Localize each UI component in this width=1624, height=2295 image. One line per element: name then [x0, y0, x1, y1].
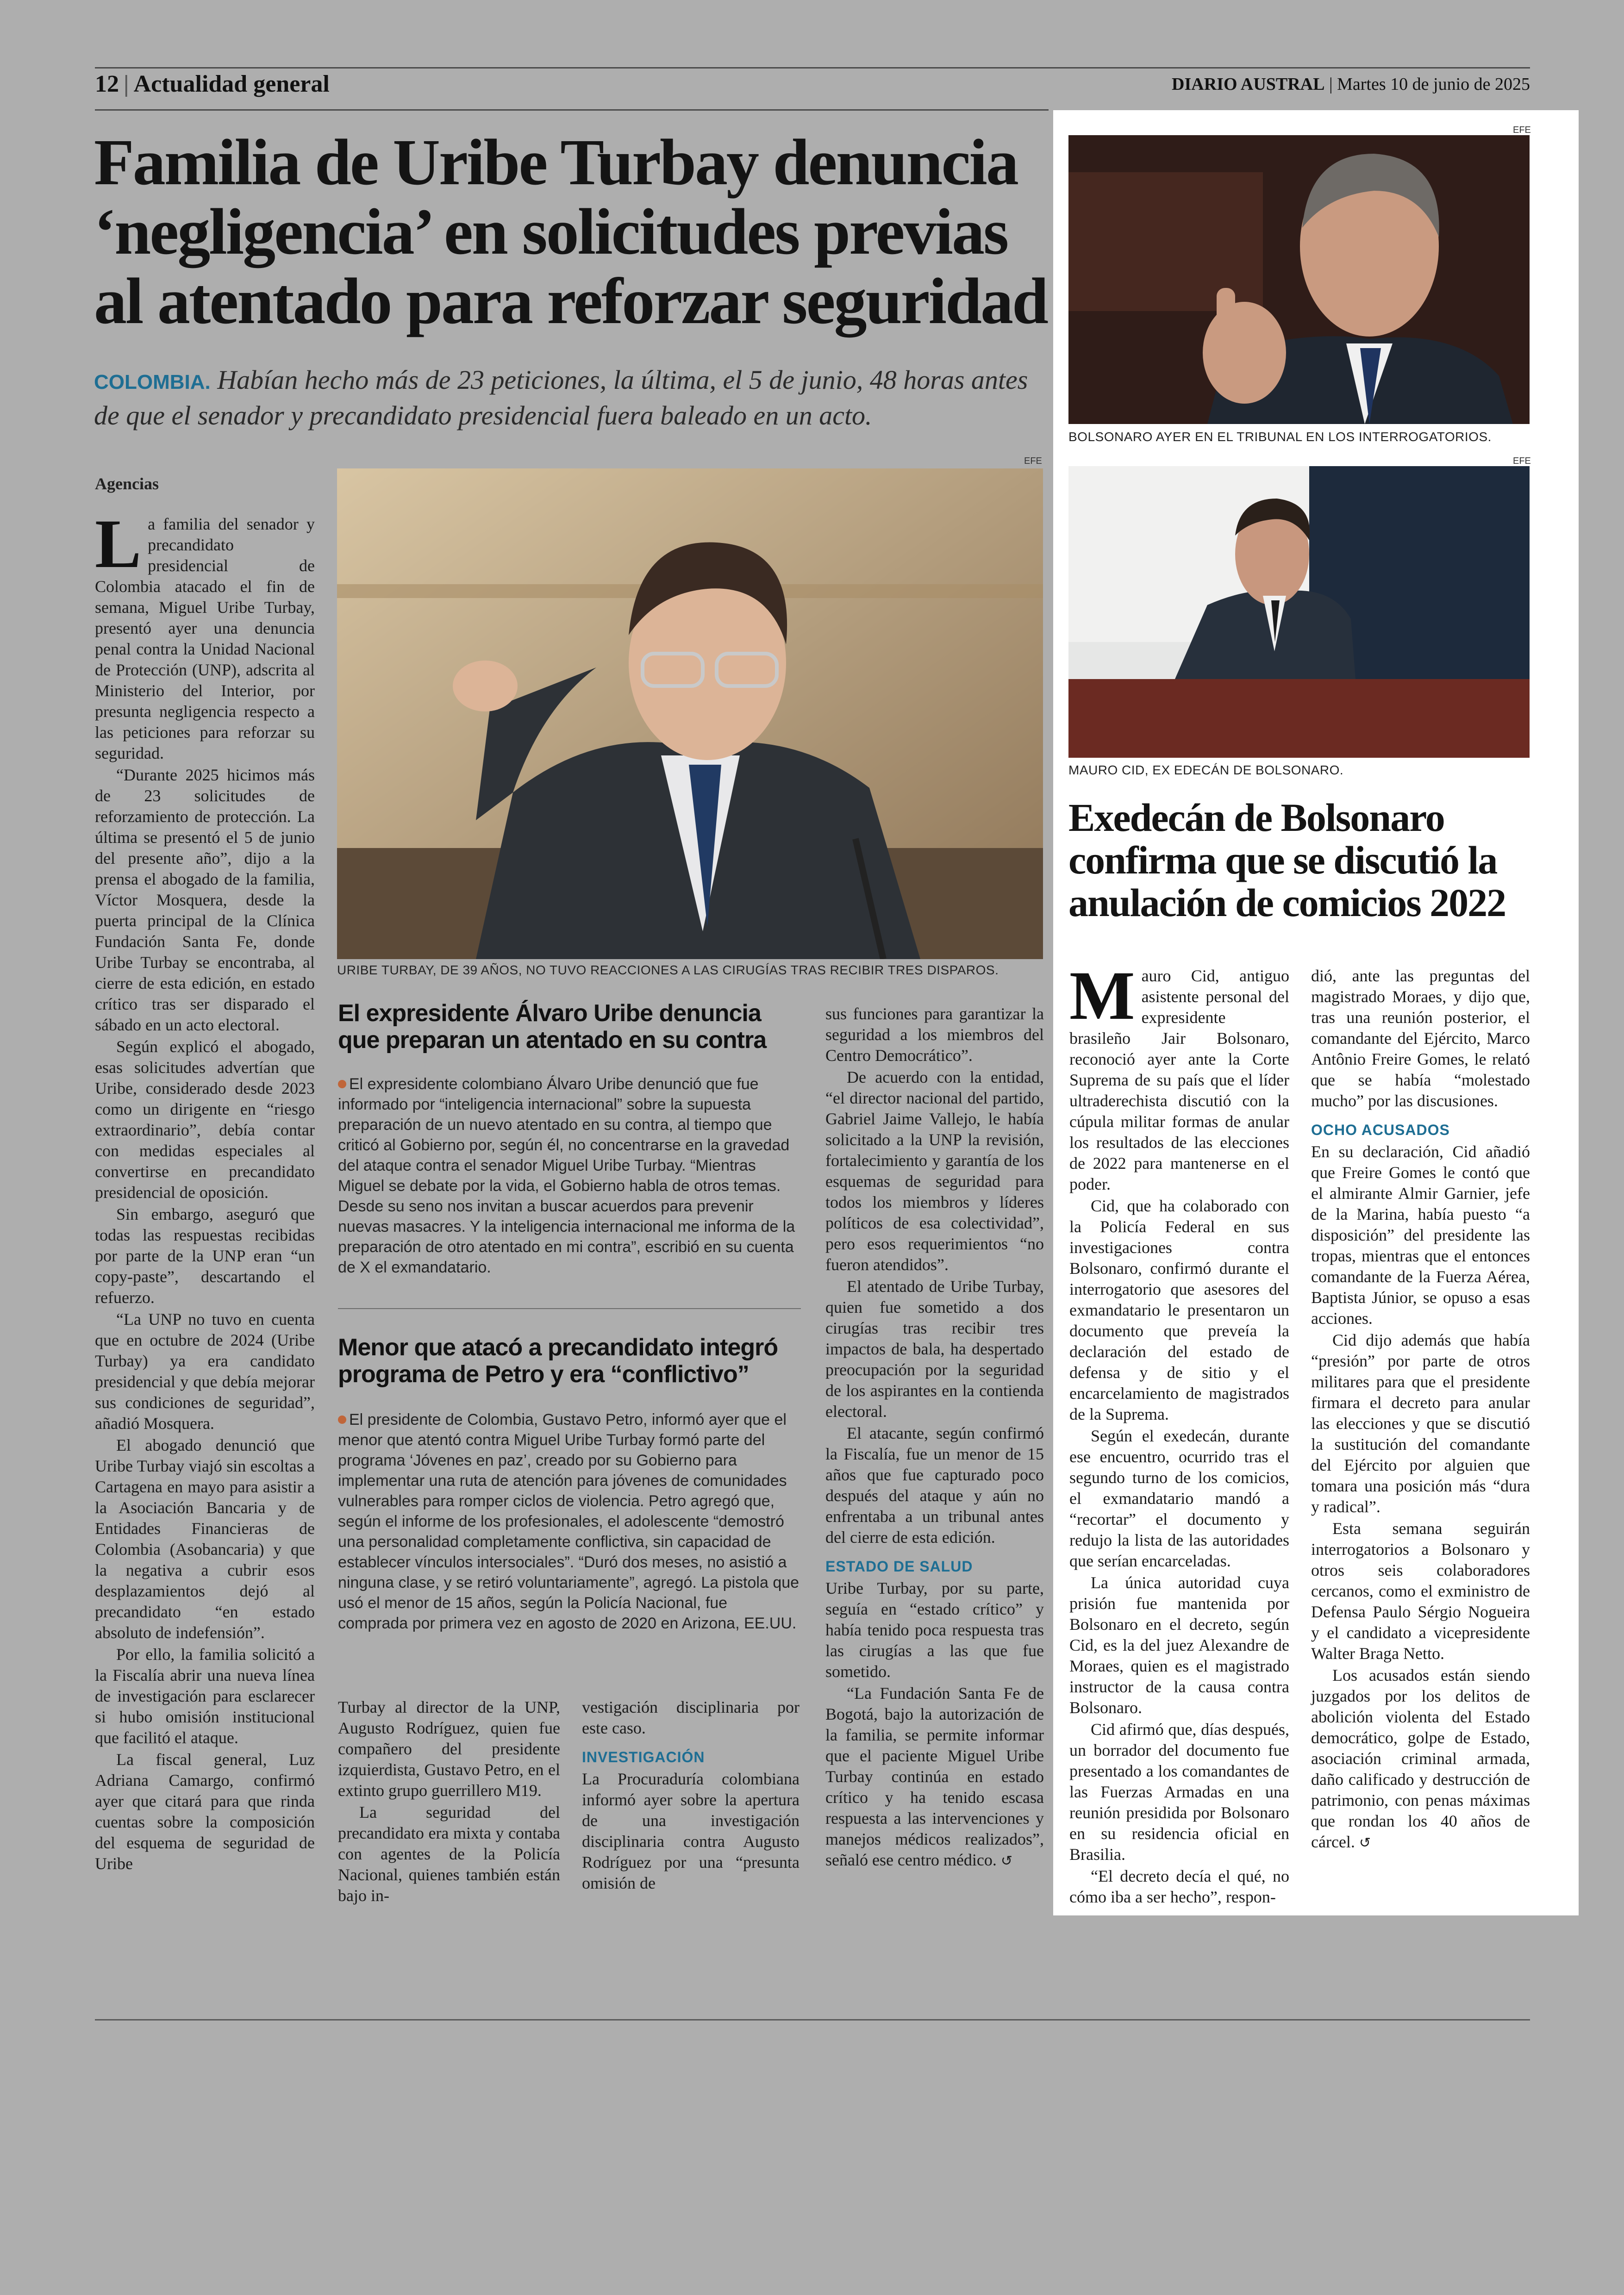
bullet-dot-icon — [338, 1080, 346, 1088]
paragraph: Uribe Turbay, por su parte, seguía en “estado crítico” y había tenido poca respuesta tras las cirugías a las que fue sometido. — [825, 1579, 1044, 1681]
photo-2-caption: MAURO CID, EX EDECÁN DE BOLSONARO. — [1068, 763, 1344, 777]
bullet-dot-icon — [338, 1416, 346, 1424]
brief-divider — [338, 1308, 801, 1309]
main-column-2 — [338, 1697, 560, 1907]
paragraph: De acuerdo con la entidad, “el director nacional del partido, Gabriel Jaime Vallejo, le había solicitado a la UNP la revisión, fortalecimiento y garantía de los esquemas de seguridad para todos los miembros y líderes políticos de esa colectividad”, pero esos requerimientos “no fueron atendidos”. — [825, 1068, 1044, 1274]
issue-date: Martes 10 de junio de 2025 — [1337, 75, 1530, 94]
photo-1-caption: BOLSONARO AYER EN EL TRIBUNAL EN LOS INTERROGATORIOS. — [1068, 430, 1492, 444]
paragraph: El atacante, según confirmó la Fiscalía, fue un menor de 15 años que fue capturado poco después del ataque y aún no enfrentaba a un tribunal antes del cierre de esta edición. — [825, 1424, 1044, 1547]
paragraph: En su declaración, Cid añadió que Freire Gomes le contó que el almirante Almir Garnier, jefe de la Marina, había puesto “a disposición” del presidente las tropas, mientras que el entonces comandante de la Fuerza Aérea, Baptista Júnior, se opuso a esas acciones. — [1311, 1142, 1530, 1328]
header-bottom-rule — [95, 109, 1049, 111]
paragraph: sus funciones para garantizar la seguridad a los miembros del Centro Democrático”. — [825, 1004, 1044, 1065]
paragraph: La seguridad del precandidato era mixta y contaba con agentes de la Policía Nacional, quienes también están bajo in- — [338, 1803, 560, 1905]
paragraph: Sin embargo, aseguró que todas las respuestas recibidas por parte de la UNP eran “un copy-paste”, descartando el refuerzo. — [95, 1205, 315, 1307]
paragraph: El atentado de Uribe Turbay, quien fue sometido a dos cirugías tras recibir tres impactos de bala, ha despertado preocupación por la seguridad de los aspirantes en la contienda electoral. — [825, 1277, 1044, 1421]
paragraph: vestigación disciplinaria por este caso. — [582, 1698, 800, 1737]
brief-2-body — [338, 1409, 800, 1634]
end-mark-icon: ↺ — [1000, 1853, 1012, 1869]
photo-credit: EFE — [1513, 125, 1531, 135]
dropcap: L — [95, 505, 142, 582]
main-photo-caption: URIBE TURBAY, DE 39 AÑOS, NO TUVO REACCIONES A LAS CIRUGÍAS TRAS RECIBIR TRES DISPAROS. — [337, 963, 999, 977]
paragraph: Según explicó el abogado, esas solicitudes advertían que Uribe, considerado desde 2023 como un dirigente en “riesgo extraordinario”, debía contar con medidas especiales al convertirse en precandidato presidencial de oposición. — [95, 1037, 315, 1202]
subhead-estado-de-salud: ESTADO DE SALUD — [825, 1558, 973, 1575]
uribe-turbay-photo — [337, 468, 1043, 959]
paragraph: Por ello, la familia solicitó a la Fiscalía abrir una nueva línea de investigación para esclarecer si hubo omisión institucional que facilitó el ataque. — [95, 1645, 315, 1747]
brief-1-body — [338, 1074, 800, 1278]
paragraph: Cid afirmó que, días después, un borrador del documento fue presentado a los comandantes de las Fuerzas Armadas en una reunión presidida por Bolsonaro en su residencia oficial en Brasilia. — [1069, 1720, 1289, 1864]
end-mark-icon: ↺ — [1359, 1835, 1371, 1851]
photo-credit: EFE — [1024, 456, 1042, 466]
paragraph: Los acusados están siendo juzgados por los delitos de abolición violenta del Estado democrático, golpe de Estado, asociación criminal armada, daño calificado y destrucción de patrimonio, con penas máximas que rondan los 40 años de cárcel. ↺ — [1311, 1666, 1530, 1851]
paragraph: La Procuraduría colombiana informó ayer sobre la apertura de una investigación disciplinaria contra Augusto Rodríguez por una “presunta omisión de — [582, 1770, 800, 1892]
sidebar-headline: Exedecán de Bolsonaro confirma que se discutió la anulación de comicios 2022 — [1068, 795, 1506, 925]
main-headline: Familia de Uribe Turbay denuncia ‘negligencia’ en solicitudes previas al atentado para reforzar seguridad — [94, 125, 1047, 337]
main-column-4 — [825, 1004, 1044, 1872]
sidebar-column-1 — [1069, 957, 1289, 1908]
paragraph: “La Fundación Santa Fe de Bogotá, bajo la autorización de la familia, se permite informar que el paciente Miguel Uribe Turbay continúa en estado crítico y ha tenido escasa respuesta a las intervenciones y manejos médicos realizados”, señaló ese centro médico. ↺ — [825, 1684, 1044, 1869]
brief-2-title: Menor que atacó a precandidato integró programa de Petro y era “conflictivo” — [338, 1334, 778, 1388]
main-deck — [94, 363, 1029, 432]
photo-illustration — [337, 468, 1043, 959]
subhead-ocho-acusados: OCHO ACUSADOS — [1311, 1122, 1450, 1138]
mauro-cid-photo — [1068, 466, 1530, 758]
main-column-1 — [95, 505, 315, 1875]
paragraph: Turbay al director de la UNP, Augusto Rodríguez, quien fue compañero del presidente izquierdista, Gustavo Petro, en el extinto grupo guerrillero M19. — [338, 1698, 560, 1800]
paragraph: “La UNP no tuvo en cuenta que en octubre de 2024 (Uribe Turbay) ya era candidato presidencial y que debía mejorar sus condiciones de seguridad”, añadió Mosquera. — [95, 1310, 315, 1433]
paragraph: Cid, que ha colaborado con la Policía Federal en sus investigaciones contra Bolsonaro, confirmó durante el interrogatorio que asesores del exmandatario le presentaron un documento que preveía la declaración del estado de defensa y de sitio y el encarcelamiento de magistrados de la Suprema. — [1069, 1197, 1289, 1423]
paragraph: La única autoridad cuya prisión fue mantenida por Bolsonaro en el decreto, según Cid, es la del juez Alexandre de Moraes, quien es el magistrado instructor de la causa contra Bolsonaro. — [1069, 1573, 1289, 1717]
page-number: 12 — [95, 71, 119, 97]
paragraph: El abogado denunció que Uribe Turbay viajó sin escoltas a Cartagena en mayo para asistir a la Asociación Bancaria y de Entidades Financieras de Colombia (Asobancaria) y que la negativa a cubrir esos desplazamientos dejó al precandidato “en estado absoluto de indefensión”. — [95, 1436, 315, 1642]
paragraph: Según el exedecán, durante ese encuentro, ocurrido tras el segundo turno de los comicios, el exmandatario mandó a “recortar” el documento y redujo la lista de las autoridades que serían encarceladas. — [1069, 1427, 1289, 1570]
main-column-3 — [582, 1697, 800, 1895]
sidebar-column-2 — [1311, 966, 1530, 1854]
deck-text: Habían hecho más de 23 peticiones, la última, el 5 de junio, 48 horas antes de que el senador y precandidato presidencial fuera baleado en un acto. — [94, 365, 1028, 430]
page-folio: 12 | Actualidad general — [95, 71, 330, 97]
dropcap: M — [1069, 957, 1135, 1034]
paper-masthead: DIARIO AUSTRAL | Martes 10 de junio de 2025 — [1172, 75, 1530, 94]
paragraph: “Durante 2025 hicimos más de 23 solicitudes de reforzamiento de protección. La última se presentó el 5 de junio del presente año”, dijo a la prensa el abogado de la familia, Víctor Mosquera, desde la puerta principal de la Clínica Fundación Santa Fe, donde Uribe Turbay se encontraba, al cierre de esta edición, en estado crítico tras ser disparado el sábado en un acto electoral. — [95, 766, 315, 1034]
paragraph: Esta semana seguirán interrogatorios a Bolsonaro y otros seis colaboradores cercanos, como el exministro de Defensa Paulo Sérgio Nogueira y el candidato a vicepresidente Walter Braga Netto. — [1311, 1519, 1530, 1663]
brief-1-title: El expresidente Álvaro Uribe denuncia que preparan un atentado en su contra — [338, 1000, 767, 1054]
brief-1-text: El expresidente colombiano Álvaro Uribe denunció que fue informado por “inteligencia internacional” sobre la supuesta preparación de un nuevo atentado en su contra, al tiempo que criticó al Gobierno por, según él, no concentrarse en la gravedad del ataque contra el senador Miguel Uribe Turbay. “Mientras Miguel se debate por la vida, el Gobierno habla de otros temas. Desde su seno nos invitan a buscar acuerdos para prevenir nuevas masacres. Y la inteligencia internacional me informa de la preparación de otro atentado en mi contra”, escribió en su cuenta de X el exmandatario. — [338, 1075, 795, 1276]
footer-rule — [95, 2019, 1530, 2021]
deck-kicker: COLOMBIA. — [94, 371, 211, 393]
paragraph: “El decreto decía el qué, no cómo iba a ser hecho”, respon- — [1069, 1867, 1289, 1906]
brief-2-text: El presidente de Colombia, Gustavo Petro, informó ayer que el menor que atentó contra Miguel Uribe Turbay formó parte del programa ‘Jóvenes en paz’, creado por su Gobierno para implementar una ruta de atención para jóvenes de comunidades vulnerables para romper ciclos de violencia. Petro agregó que, según el informe de los profesionales, el adolescente “demostró una personalidad completamente conflictiva, sin capacidad de establecer vínculos intersociales”. “Duró dos meses, no asistió a ninguna clase, y se retiró voluntariamente”, agregó. La pistola que usó el menor de 15 años, según la Policía Nacional, fue comprada por primera vez en agosto de 2020 en Arizona, EE.UU. — [338, 1411, 800, 1632]
photo-illustration — [1068, 466, 1530, 758]
paper-name: DIARIO AUSTRAL — [1172, 75, 1325, 94]
paragraph: Cid dijo además que había “presión” por parte de otros militares para que el presidente firmara el decreto para anular las elecciones y que se discutió la sustitución del comandante del Ejército por alguien que tomara una posición más “dura y radical”. — [1311, 1331, 1530, 1516]
paragraph: La fiscal general, Luz Adriana Camargo, confirmó ayer que citará para que rinda cuentas sobre la composición del esquema de seguridad de Uribe — [95, 1750, 315, 1873]
photo-credit: EFE — [1513, 456, 1531, 466]
subhead-investigacion: INVESTIGACIÓN — [582, 1749, 705, 1765]
paragraph: dió, ante las preguntas del magistrado Moraes, y dijo que, tras una reunión posterior, el comandante del Ejército, Marco Antônio Freire Gomes, le relató que se había “molestado mucho” por las discusiones. — [1311, 967, 1530, 1110]
header-top-rule — [95, 67, 1530, 69]
byline: Agencias — [95, 474, 159, 493]
paragraph: a familia del senador y precandidato presidencial de Colombia atacado el fin de semana, Miguel Uribe Turbay, presentó ayer una denuncia penal contra la Unidad Nacional de Protección (UNP), adscrita al Ministerio del Interior, por presunta negligencia respecto a las peticiones para reforzar su seguridad. — [95, 515, 315, 762]
photo-illustration — [1068, 135, 1530, 424]
paragraph: auro Cid, antiguo asistente personal del expresidente brasileño Jair Bolsonaro, reconoció ayer ante la Corte Suprema de su país que el líder ultraderechista discutió con la cúpula militar formas de anular los resultados de las elecciones de 2022 para mantenerse en el poder. — [1069, 967, 1289, 1193]
section-name: Actualidad general — [133, 71, 330, 97]
bolsonaro-photo — [1068, 135, 1530, 424]
